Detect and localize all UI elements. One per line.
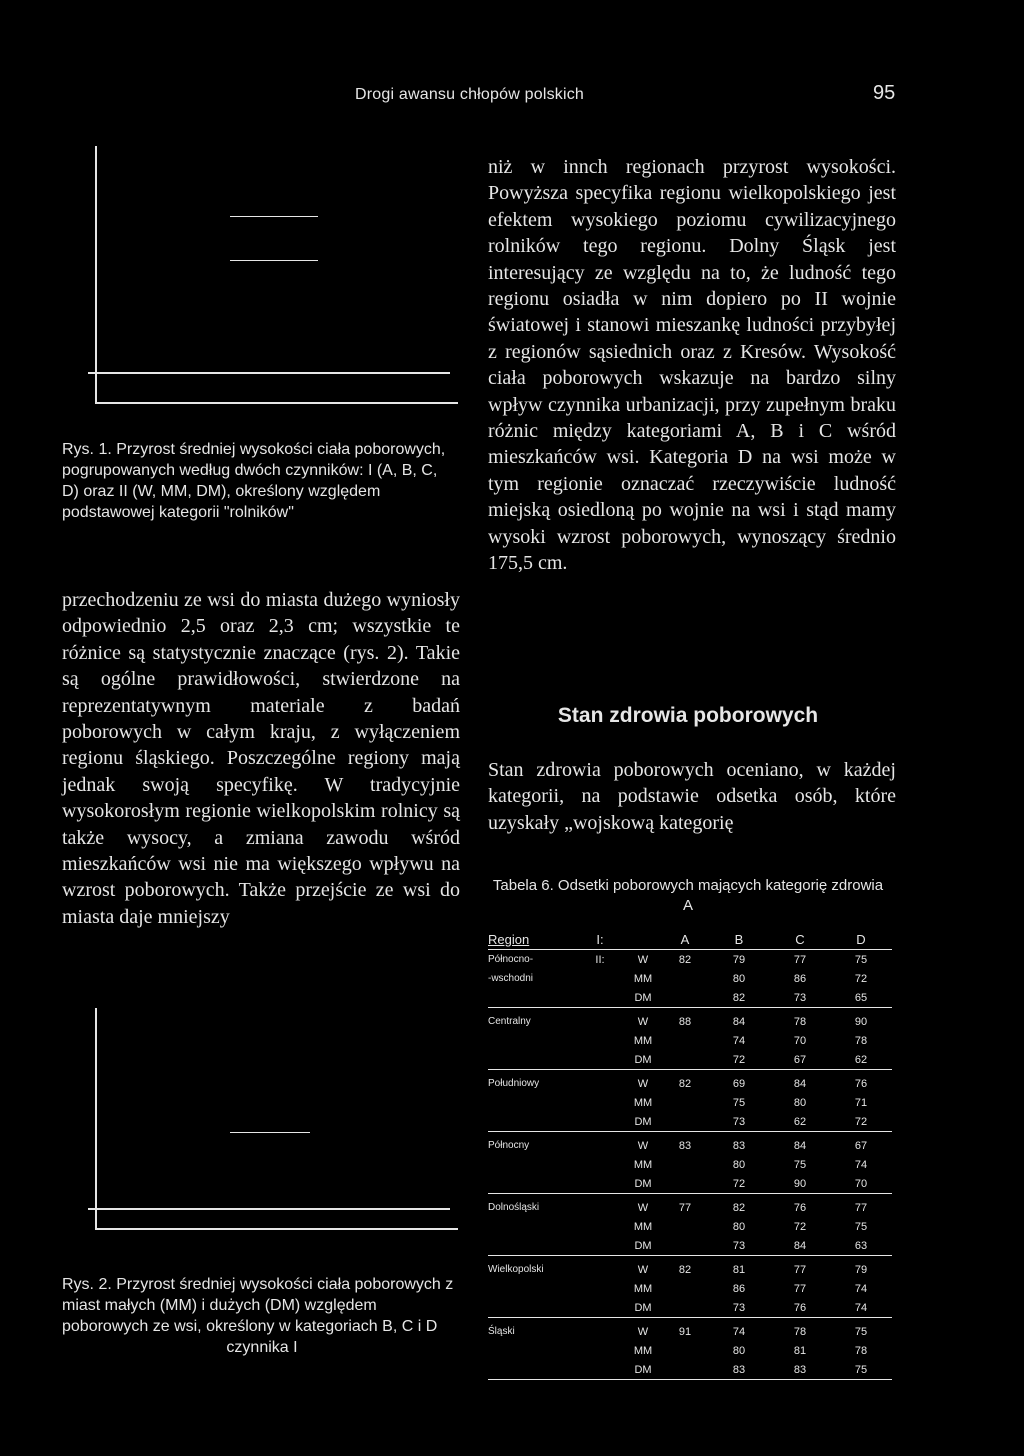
- figure-1-baseline: [88, 372, 450, 374]
- table-cell-d: 74: [830, 1298, 892, 1318]
- col-header-a: A: [662, 932, 708, 950]
- table-cell-region: [488, 1217, 576, 1236]
- figure-2-y-axis: [95, 1008, 97, 1230]
- table-cell-category: MM: [633, 1220, 653, 1233]
- table-cell-a: 82: [678, 1077, 692, 1090]
- table-cell-b: 83: [708, 1360, 770, 1380]
- table-cell-category: MM: [633, 1034, 653, 1047]
- figure-2-caption-last: czynnika I: [226, 1339, 298, 1356]
- table-cell-b: 80: [732, 1344, 746, 1357]
- table-cell-b: 82: [708, 988, 770, 1008]
- table-cell-factor2: [576, 1341, 624, 1360]
- page-number: 95: [873, 82, 896, 104]
- table-row: [488, 988, 892, 1008]
- table-cell-a: [662, 969, 708, 988]
- table-cell-a: [662, 1217, 708, 1236]
- table-row: [488, 1341, 892, 1360]
- table-cell-b: 79: [732, 953, 746, 966]
- table-cell-factor2: [576, 1217, 624, 1236]
- table-cell-a: 88: [678, 1015, 692, 1028]
- health-category-table: [488, 932, 892, 1380]
- table-cell-c: 72: [793, 1220, 807, 1233]
- table-cell-d: 67: [854, 1139, 868, 1152]
- table-cell-category: DM: [624, 988, 662, 1008]
- col-header-c: C: [770, 932, 830, 950]
- col-header-spacer: [624, 932, 662, 950]
- table-cell-factor2: [576, 1093, 624, 1112]
- figure-1-chart: [88, 146, 458, 406]
- table-cell-a: 83: [678, 1139, 692, 1152]
- table-cell-region: Północno-: [488, 954, 534, 965]
- table-cell-c: 81: [793, 1344, 807, 1357]
- table-cell-factor2: [576, 1008, 624, 1032]
- col-header-factor1: I:: [576, 932, 624, 950]
- table-cell-d: 76: [854, 1077, 868, 1090]
- table-cell-category: MM: [633, 972, 653, 985]
- table-cell-a: [662, 1360, 708, 1380]
- table-cell-d: 77: [854, 1201, 868, 1214]
- table-cell-region: -wschodni: [488, 973, 534, 984]
- table-cell-b: 73: [708, 1112, 770, 1132]
- table-cell-region: [488, 1341, 576, 1360]
- table-row: [488, 1112, 892, 1132]
- table-cell-region: [488, 1050, 576, 1070]
- table-cell-factor2: [576, 1155, 624, 1174]
- table-row: [488, 1155, 892, 1174]
- table-cell-category: MM: [633, 1344, 653, 1357]
- table-cell-a: [662, 1298, 708, 1318]
- table-cell-d: 74: [854, 1158, 868, 1171]
- table-cell-b: 73: [708, 1298, 770, 1318]
- figure-2-caption: [62, 1274, 462, 1358]
- table-cell-category: DM: [624, 1050, 662, 1070]
- col-header-region: Region: [488, 932, 576, 950]
- table-cell-category: DM: [624, 1236, 662, 1256]
- table-cell-region: [488, 1093, 576, 1112]
- table-cell-d: 70: [830, 1174, 892, 1194]
- table-cell-d: 63: [830, 1236, 892, 1256]
- table-cell-region: Wielkopolski: [488, 1264, 544, 1275]
- table-cell-c: 80: [793, 1096, 807, 1109]
- table-cell-d: 74: [854, 1282, 868, 1295]
- table-cell-factor2: [576, 1256, 624, 1280]
- table-cell-factor2: [576, 1050, 624, 1070]
- table-cell-d: 72: [830, 1112, 892, 1132]
- table-cell-b: 81: [732, 1263, 746, 1276]
- table-cell-a: [662, 1174, 708, 1194]
- table-cell-category: MM: [633, 1096, 653, 1109]
- col-header-d: D: [830, 932, 892, 950]
- table-cell-a: 82: [678, 1263, 692, 1276]
- table-row: [488, 1236, 892, 1256]
- table-header-row: [488, 932, 892, 950]
- left-column-text: przechodzeniu ze wsi do miasta dużego wyniosły odpowiednio 2,5 oraz 2,3 cm; wszystkie te różnice są statystycznie znaczące (rys. 2). Takie są ogólne prawidłowości, stwierdzone na reprezentatywnym materiale z badań poborowych w całym kraju, z wyłączeniem regionu śląskiego. Poszczególne regiony mają jednak swoją specyfikę. W tradycyjnie wysokorosłym regionie wielkopolskim rolnicy są także wysocy, a zmiana zawodu wśród mieszkańców wsi nie ma większego wpływu na wzrost poborowych. Także przejście ze wsi do miasta daje mniejszy: [62, 589, 460, 928]
- table-cell-b: 83: [732, 1139, 746, 1152]
- table-row: [488, 1070, 892, 1094]
- table-cell-b: 74: [732, 1325, 746, 1338]
- table-cell-region: Południowy: [488, 1078, 540, 1089]
- table-cell-region: Centralny: [488, 1016, 531, 1027]
- table-row: [488, 1050, 892, 1070]
- table-cell-factor2: [576, 1070, 624, 1094]
- table-cell-category: W: [637, 1139, 649, 1152]
- table-cell-c: 84: [793, 1077, 807, 1090]
- table-cell-c: 77: [793, 1282, 807, 1295]
- table-cell-b: 82: [732, 1201, 746, 1214]
- table-cell-factor2: II:: [595, 953, 605, 966]
- table-cell-region: [488, 1031, 576, 1050]
- table-cell-category: DM: [624, 1174, 662, 1194]
- table-cell-b: 80: [732, 1158, 746, 1171]
- table-cell-c: 73: [770, 988, 830, 1008]
- table-cell-b: 84: [732, 1015, 746, 1028]
- figure-2-mark: [230, 1132, 310, 1133]
- figure-2-x-axis: [95, 1228, 458, 1230]
- table-cell-region: [488, 988, 576, 1008]
- table-cell-factor2: [576, 1298, 624, 1318]
- table-row: [488, 950, 892, 970]
- table-cell-factor2: [576, 1236, 624, 1256]
- running-header: Drogi awansu chłopów polskich: [355, 86, 585, 103]
- table-cell-region: [488, 1112, 576, 1132]
- table-cell-factor2: [576, 1279, 624, 1298]
- table-cell-region: [488, 1360, 576, 1380]
- table-cell-a: 77: [678, 1201, 692, 1214]
- table-cell-a: [662, 1093, 708, 1112]
- table-cell-d: 79: [854, 1263, 868, 1276]
- section-paragraph: Stan zdrowia poborowych oceniano, w każdej kategorii, na podstawie odsetka osób, które uzyskały „wojskową kategorię: [488, 759, 896, 834]
- table-cell-region: [488, 1155, 576, 1174]
- table-cell-factor2: [576, 988, 624, 1008]
- table-cell-c: 83: [770, 1360, 830, 1380]
- table-row: [488, 969, 892, 988]
- table-cell-c: 78: [793, 1015, 807, 1028]
- table-cell-category: W: [637, 953, 649, 966]
- table-cell-a: [662, 1155, 708, 1174]
- table-cell-b: 73: [708, 1236, 770, 1256]
- table-cell-factor2: [576, 1318, 624, 1342]
- table-cell-c: 90: [770, 1174, 830, 1194]
- table-cell-c: 75: [793, 1158, 807, 1171]
- table-cell-b: 72: [708, 1174, 770, 1194]
- table-cell-c: 77: [793, 1263, 807, 1276]
- table-cell-a: [662, 1031, 708, 1050]
- table-cell-category: DM: [624, 1298, 662, 1318]
- table-cell-c: 84: [793, 1139, 807, 1152]
- table-cell-region: Północny: [488, 1140, 530, 1151]
- table-cell-b: 75: [732, 1096, 746, 1109]
- table-cell-factor2: [576, 969, 624, 988]
- table-cell-b: 80: [732, 972, 746, 985]
- table-cell-region: Śląski: [488, 1326, 515, 1337]
- table-cell-category: DM: [624, 1360, 662, 1380]
- table-cell-d: 75: [830, 1360, 892, 1380]
- table-cell-a: 91: [678, 1325, 692, 1338]
- table-cell-a: [662, 1112, 708, 1132]
- table-cell-category: W: [637, 1077, 649, 1090]
- figure-2-chart: [88, 1008, 458, 1232]
- table-cell-category: W: [637, 1201, 649, 1214]
- figure-1-x-axis: [95, 402, 458, 404]
- table-row: [488, 1174, 892, 1194]
- figure-1-mark-upper: [230, 216, 318, 217]
- table-cell-c: 62: [770, 1112, 830, 1132]
- figure-1-mark-lower: [230, 260, 318, 261]
- table-cell-category: W: [637, 1325, 649, 1338]
- right-column-text: niż w innch regionach przyrost wysokości. Powyższa specyfika regionu wielkopolskiego jest efektem wysokiego poziomu cywilizacyjnego rolników tego regionu. Dolny Śląsk jest interesujący ze względu na to, że ludność tego regionu osiadła w nim dopiero po II wojnie światowej i stanowi mieszankę ludności przybyłej z regionów sąsiednich oraz z Kresów. Wysokość ciała poborowych wskazuje na bardzo silny wpływ czynnika urbanizacji, przy zupełnym braku różnic między kategoriami A, B i C wśród mieszkańców wsi. Kategoria D na wsi może w tym regionie oznaczać rzeczywiście ludność miejską osiedloną po wojnie na wsi i stąd mamy wysoki wzrost poborowych, wynoszący średnio 175,5 cm.: [488, 156, 896, 575]
- table-cell-c: 84: [770, 1236, 830, 1256]
- table-cell-a: [662, 988, 708, 1008]
- table-cell-b: 69: [732, 1077, 746, 1090]
- table-row: [488, 1008, 892, 1032]
- table-cell-a: 82: [678, 953, 692, 966]
- table-row: [488, 1318, 892, 1342]
- table-cell-region: [488, 1279, 576, 1298]
- table-cell-c: 76: [770, 1298, 830, 1318]
- table-cell-category: DM: [624, 1112, 662, 1132]
- table-cell-factor2: [576, 1132, 624, 1156]
- table-cell-d: 65: [830, 988, 892, 1008]
- table-cell-region: [488, 1298, 576, 1318]
- table-cell-factor2: [576, 1360, 624, 1380]
- table-cell-factor2: [576, 1174, 624, 1194]
- figure-1-caption: Rys. 1. Przyrost średniej wysokości ciała poborowych, pogrupowanych według dwóch czynników: I (A, B, C, D) oraz II (W, MM, DM), określony względem podstawowej kategorii "rolników": [62, 441, 446, 521]
- figure-2-caption-text: Rys. 2. Przyrost średniej wysokości ciała poborowych z miast małych (MM) i dużych (DM) względem poborowych ze wsi, określony w kategoriach B, C i D: [62, 1276, 454, 1335]
- table-row: [488, 1194, 892, 1218]
- table-row: [488, 1132, 892, 1156]
- table-cell-a: [662, 1279, 708, 1298]
- table-cell-b: 74: [732, 1034, 746, 1047]
- table-row: [488, 1217, 892, 1236]
- table-cell-c: 86: [793, 972, 807, 985]
- figure-2-baseline: [88, 1208, 450, 1210]
- table-cell-d: 75: [854, 1220, 868, 1233]
- table-cell-c: 76: [793, 1201, 807, 1214]
- section-heading: Stan zdrowia poborowych: [557, 704, 819, 727]
- table-cell-d: 72: [854, 972, 868, 985]
- table-cell-d: 90: [854, 1015, 868, 1028]
- table-row: [488, 1256, 892, 1280]
- table-cell-category: MM: [633, 1158, 653, 1171]
- table-cell-d: 75: [854, 1325, 868, 1338]
- table-cell-a: [662, 1050, 708, 1070]
- table-caption: Tabela 6. Odsetki poborowych mających kategorię zdrowia A: [492, 877, 884, 914]
- table-cell-b: 86: [732, 1282, 746, 1295]
- table-cell-b: 80: [732, 1220, 746, 1233]
- table-cell-c: 78: [793, 1325, 807, 1338]
- table-row: [488, 1360, 892, 1380]
- table-cell-factor2: [576, 1194, 624, 1218]
- table-cell-d: 62: [830, 1050, 892, 1070]
- table-row: [488, 1031, 892, 1050]
- table-cell-category: MM: [633, 1282, 653, 1295]
- table-cell-a: [662, 1236, 708, 1256]
- table-cell-c: 70: [793, 1034, 807, 1047]
- table-cell-d: 78: [854, 1344, 868, 1357]
- table-row: [488, 1279, 892, 1298]
- table-row: [488, 1298, 892, 1318]
- table-cell-d: 71: [854, 1096, 868, 1109]
- table-cell-category: W: [637, 1015, 649, 1028]
- table-cell-factor2: [576, 1031, 624, 1050]
- table-cell-category: W: [637, 1263, 649, 1276]
- table-cell-c: 67: [770, 1050, 830, 1070]
- table-cell-region: [488, 1174, 576, 1194]
- table-cell-region: Dolnośląski: [488, 1202, 540, 1213]
- table-cell-d: 75: [854, 953, 868, 966]
- table-cell-d: 78: [854, 1034, 868, 1047]
- table-cell-c: 77: [793, 953, 807, 966]
- table-cell-factor2: [576, 1112, 624, 1132]
- table-row: [488, 1093, 892, 1112]
- table-cell-region: [488, 1236, 576, 1256]
- table-cell-b: 72: [708, 1050, 770, 1070]
- table-cell-a: [662, 1341, 708, 1360]
- figure-1-y-axis: [95, 146, 97, 404]
- col-header-b: B: [708, 932, 770, 950]
